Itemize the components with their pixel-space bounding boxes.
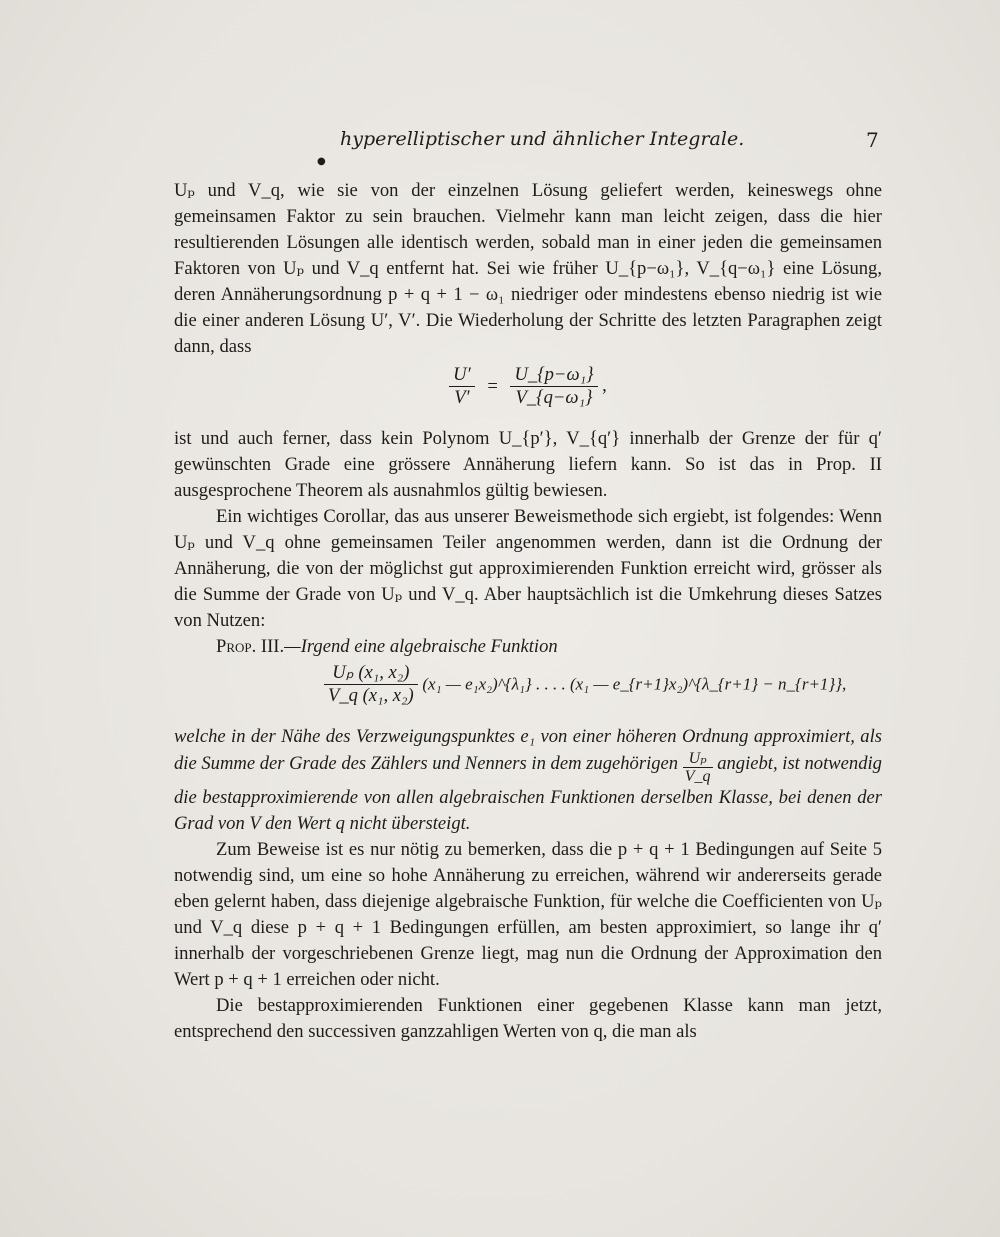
ink-dot: ●: [317, 156, 326, 167]
equation-2-numerator: Uₚ (x₁, x₂): [324, 662, 418, 685]
proposition-inline-fraction: [683, 750, 713, 785]
equation-2-product: (x₁ — e₁x₂)^{λ₁} . . . . (x₁ — e_{r+1}x₂)^{λ_{r+1} − n_{r+1}},: [422, 674, 847, 694]
body-text: [174, 178, 882, 1045]
equation-1-rhs-denominator: V_{q−ω₁}: [515, 387, 593, 408]
equation-1-rhs-numerator: U_{p−ω₁}: [510, 364, 597, 387]
paragraph-1: Uₚ und V_q, wie sie von der einzelnen Lösung geliefert werden, keineswegs ohne gemeinsamen Faktor zu sein brauchen. Vielmehr kann man leicht zeigen, dass die hier resultierenden Lösungen alle identisch werden, sobald man in einer jeden die gemeinsamen Faktoren von Uₚ und V_q entfernt hat. Sei wie früher U_{p−ω₁}, V_{q−ω₁} eine Lösung, deren Annäherungsordnung p + q + 1 − ω₁ niedriger oder mindestens ebenso niedrig ist wie die einer anderen Lösung U′, V′. Die Wiederholung der Schritte des letzten Paragraphen zeigt dann, dass: [174, 180, 882, 357]
paragraph-6: Die bestapproximierenden Funktionen einer gegebenen Klasse kann man jetzt, entsprechend den successiven ganzzahligen Werten von q, die man als: [174, 995, 882, 1042]
page-header: [0, 128, 1000, 167]
inline-fraction-denominator: V_q: [684, 768, 711, 785]
inline-fraction-numerator: Uₚ: [683, 750, 713, 768]
equation-1-lhs-denominator: V′: [454, 387, 470, 408]
paragraph-5: Zum Beweise ist es nur nötig zu bemerken, dass die p + q + 1 Bedingungen auf Seite 5 notwendig sind, um eine so hohe Annäherung zu erreichen, während wir andererseits gerade eben gelernt haben, dass diejenige algebraische Funktion, für welche die Coefficienten von Uₚ und V_q diese p + q + 1 Bedingungen erfüllen, am besten approximiert, so lange ihr q′ innerhalb der vorgeschriebenen Grenze liegt, mag nun die Ordnung der Approximation den Wert p + q + 1 erreichen oder nicht.: [174, 839, 882, 990]
proposition-statement-part-2: angiebt, ist notwendig die bestapproximierende von allen algebraischen Funktionen derselben Klasse, bei denen der Grad von V den Wert q nicht übersteigt.: [174, 753, 882, 834]
paragraph-2: ist und auch ferner, dass kein Polynom U_{p′}, V_{q′} innerhalb der Grenze der für q′ gewünschten Grade eine grössere Annäherung liefern kann. So ist das in Prop. II ausgesprochene Theorem als ausnahmlos gültig bewiesen.: [174, 428, 882, 501]
proposition-statement: [174, 724, 882, 837]
equation-2: [324, 662, 882, 718]
running-title: hyperelliptischer und ähnlicher Integrale.: [340, 128, 745, 150]
equals-sign: =: [487, 375, 498, 397]
equation-1-comma: ,: [602, 374, 607, 396]
proposition-heading: [174, 634, 882, 660]
equation-1-lhs: [449, 364, 475, 409]
proposition-label: Prop. III.: [216, 636, 285, 657]
equation-1-lhs-numerator: U′: [449, 364, 475, 387]
paragraph-3: Ein wichtiges Corollar, das aus unserer Beweismethode sich ergiebt, ist folgendes: Wenn Uₚ und V_q ohne gemeinsamen Teiler angenommen werden, dann ist die Ordnung der Annäherung, die von der möglichst gut approximierenden Funktion erreicht wird, grösser als die Summe der Grade von Uₚ und V_q. Aber hauptsächlich ist die Umkehrung dieses Satzes von Nutzen:: [174, 506, 882, 631]
proposition-title: —Irgend eine algebraische Funktion: [284, 636, 558, 657]
equation-1-rhs: [510, 364, 597, 409]
proposition-statement-part-1: welche in der Nähe des Verzweigungspunktes e₁ von einer höheren Ordnung approximiert, als die Summe der Grade des Zählers und Nenners in dem zugehörigen: [174, 726, 882, 774]
equation-1: [174, 364, 882, 420]
equation-2-denominator: V_q (x₁, x₂): [328, 685, 414, 706]
page-number: 7: [866, 128, 879, 152]
equation-2-fraction: [324, 662, 418, 707]
